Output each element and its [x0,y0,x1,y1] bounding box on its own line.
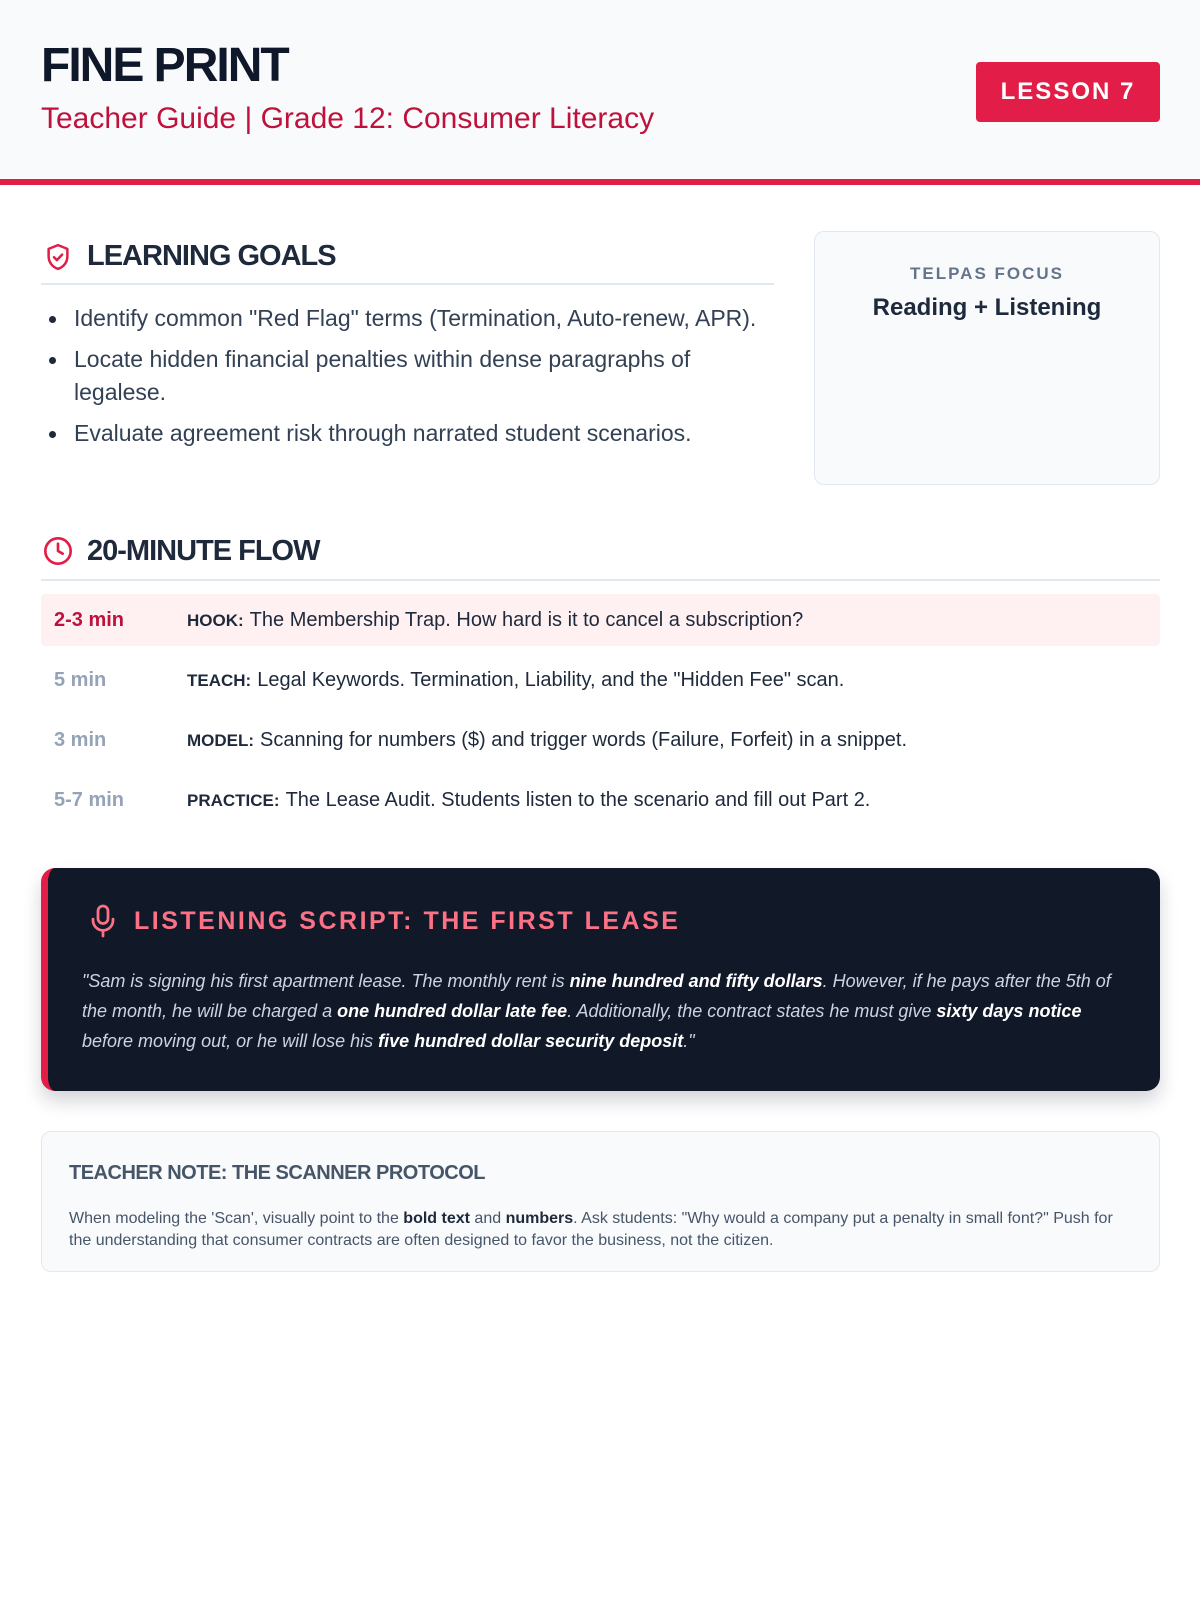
flow-description [187,789,870,812]
shield-check-icon [41,240,75,274]
flow-row-model [41,714,1160,766]
flow-tag: MODEL: [187,730,255,750]
script-segment: before moving out, or he will lose his [82,1031,379,1051]
teacher-note-card [41,1131,1160,1272]
flow-row-hook [41,594,1160,646]
flow-tag: TEACH: [187,670,252,690]
listening-script-text [82,966,1122,1056]
flow-text: The Membership Trap. How hard is it to cancel a subscription? [249,608,804,631]
learning-goals-title: LEARNING GOALS [87,240,336,272]
goal-item: Evaluate agreement risk through narrated student scenarios. [41,417,774,450]
telpas-focus-card [814,231,1160,485]
flow-row-practice [41,774,1160,826]
note-segment-bold: numbers [505,1210,574,1227]
learning-goals-list [41,302,774,458]
clock-icon [41,534,75,568]
script-segment-bold: five hundred dollar security deposit [378,1031,684,1051]
page-subtitle: Teacher Guide | Grade 12: Consumer Literacy [41,102,655,135]
script-segment-bold: sixty days notice [936,1001,1082,1021]
teacher-note-text [69,1208,1139,1252]
telpas-focus-label: TELPAS FOCUS [909,264,1065,283]
note-segment-bold: bold text [403,1210,470,1227]
listening-script-heading [86,902,680,940]
script-segment: . However, if he pays after the 5th of the month, he will be charged a [82,971,1111,1021]
flow-text: The Lease Audit. Students listen to the scenario and fill out Part 2. [285,788,871,811]
teacher-note-title: TEACHER NOTE: THE SCANNER PROTOCOL [69,1162,485,1184]
page-header [0,0,1200,185]
flow-description [187,669,844,692]
script-segment: "Sam is signing his first apartment lease. The monthly rent is [82,971,570,991]
flow-text: Legal Keywords. Termination, Liability, and the "Hidden Fee" scan. [257,668,845,691]
flow-tag: HOOK: [187,610,244,630]
flow-row-teach [41,654,1160,706]
learning-goals-heading [41,230,774,285]
listening-script-card [41,868,1160,1091]
flow-description [187,609,803,632]
goal-item: Locate hidden financial penalties within dense paragraphs of legalese. [41,343,774,409]
flow-title: 20-MINUTE FLOW [87,534,320,567]
script-segment: . Additionally, the contract states he must give [567,1001,937,1021]
goal-item: Identify common "Red Flag" terms (Termination, Auto-renew, APR). [41,302,774,335]
flow-tag: PRACTICE: [187,790,280,810]
telpas-focus-value: Reading + Listening [872,294,1102,321]
flow-description [187,729,907,752]
flow-time: 5-7 min [54,788,125,811]
flow-time: 3 min [54,728,107,751]
note-segment: . Ask students: "Why would a company put a penalty in small font?" Push for the understanding that consumer contracts are often designed to favor the business, not the citizen. [69,1210,1113,1249]
script-segment: ." [683,1031,695,1051]
flow-text: Scanning for numbers ($) and trigger words (Failure, Forfeit) in a snippet. [260,728,907,751]
listening-script-title: LISTENING SCRIPT: THE FIRST LEASE [134,906,681,935]
page-title: FINE PRINT [41,39,288,92]
note-segment: and [469,1210,506,1227]
microphone-icon [86,902,120,940]
script-segment-bold: one hundred dollar late fee [337,1001,568,1021]
lesson-badge: LESSON 7 [976,62,1160,122]
note-segment: When modeling the 'Scan', visually point to the [69,1210,404,1227]
flow-time: 5 min [54,668,107,691]
script-segment-bold: nine hundred and fifty dollars [569,971,823,991]
flow-time: 2-3 min [54,608,125,631]
flow-heading [41,523,1160,581]
